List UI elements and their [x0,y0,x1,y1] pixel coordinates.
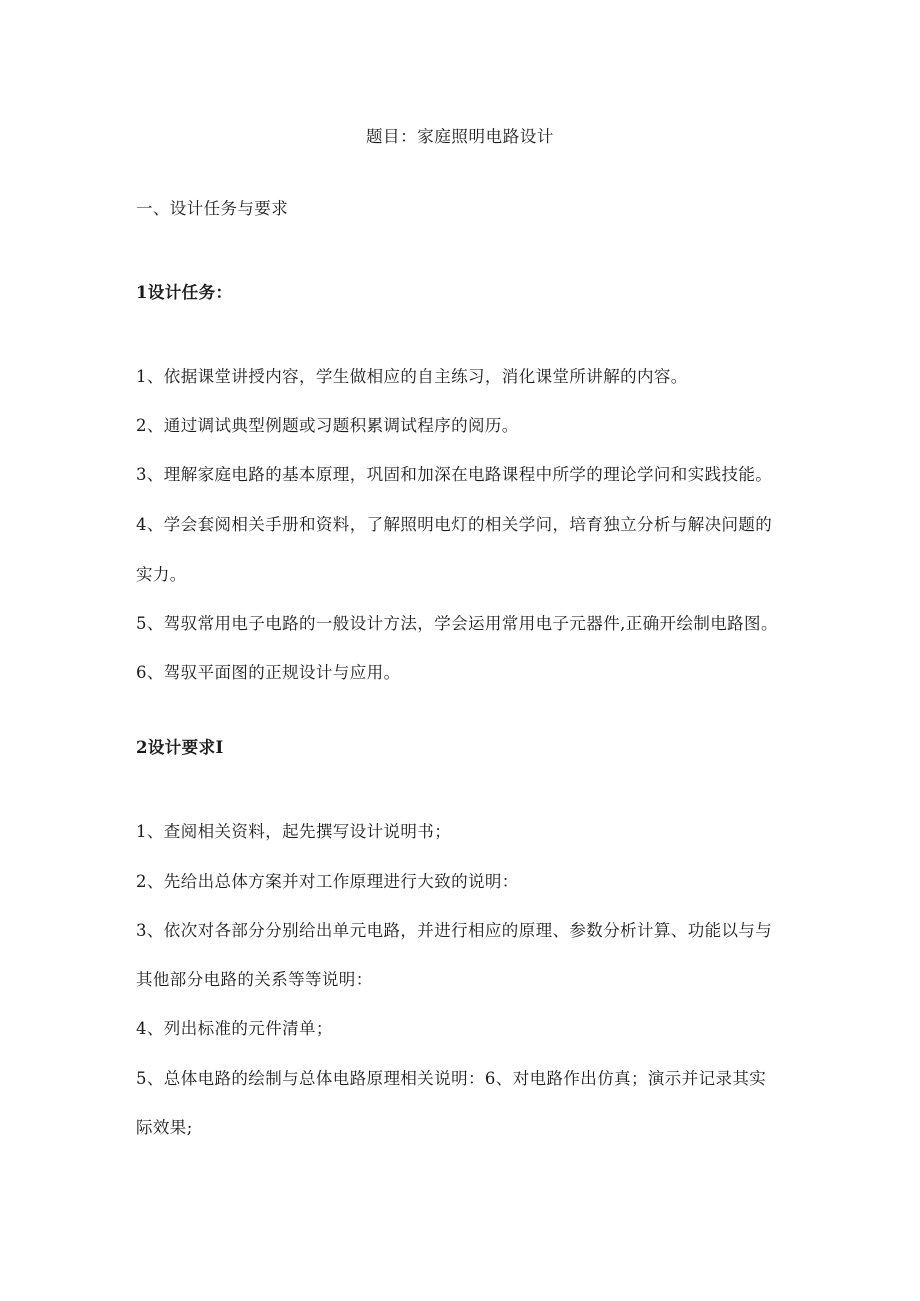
requirement-item: 其他部分电路的关系等等说明： [136,970,373,989]
requirement-item: 4、列出标准的元件清单； [136,1019,333,1038]
requirement-item: 3、依次对各部分分别给出单元电路，并进行相应的原理、参数分析计算、功能以与与 [136,921,773,940]
task-item: 1、依据课堂讲授内容，学生做相应的自主练习，消化课堂所讲解的内容。 [136,367,688,386]
task-item: 6、驾驭平面图的正规设计与应用。 [136,663,401,682]
requirement-item: 5、总体电路的绘制与总体电路原理相关说明：6、对电路作出仿真；演示并记录其实 [136,1069,767,1088]
task-item: 3、理解家庭电路的基本原理，巩固和加深在电路课程中所学的理论学问和实践技能。 [136,465,773,484]
document-title: 题目：家庭照明电路设计 [365,127,555,146]
task-item: 4、学会套阅相关手册和资料，了解照明电灯的相关学问，培育独立分析与解决问题的 [136,515,773,534]
section-heading: 一、设计任务与要求 [136,199,289,218]
requirement-item: 2、先给出总体方案并对工作原理进行大致的说明： [136,872,519,891]
tasks-heading: 1设计任务： [136,283,233,302]
task-item: 2、通过调试典型例题或习题积累调试程序的阅历。 [136,416,519,435]
requirement-item: 际效果; [136,1118,193,1137]
requirement-item: 1、查阅相关资料，起先撰写设计说明书； [136,822,452,841]
task-item: 5、驾驭常用电子电路的一般设计方法，学会运用常用电子元器件,正确开绘制电路图。 [136,614,778,633]
task-item: 实力。 [136,565,187,584]
requirements-heading: 2设计要求I [136,738,224,757]
